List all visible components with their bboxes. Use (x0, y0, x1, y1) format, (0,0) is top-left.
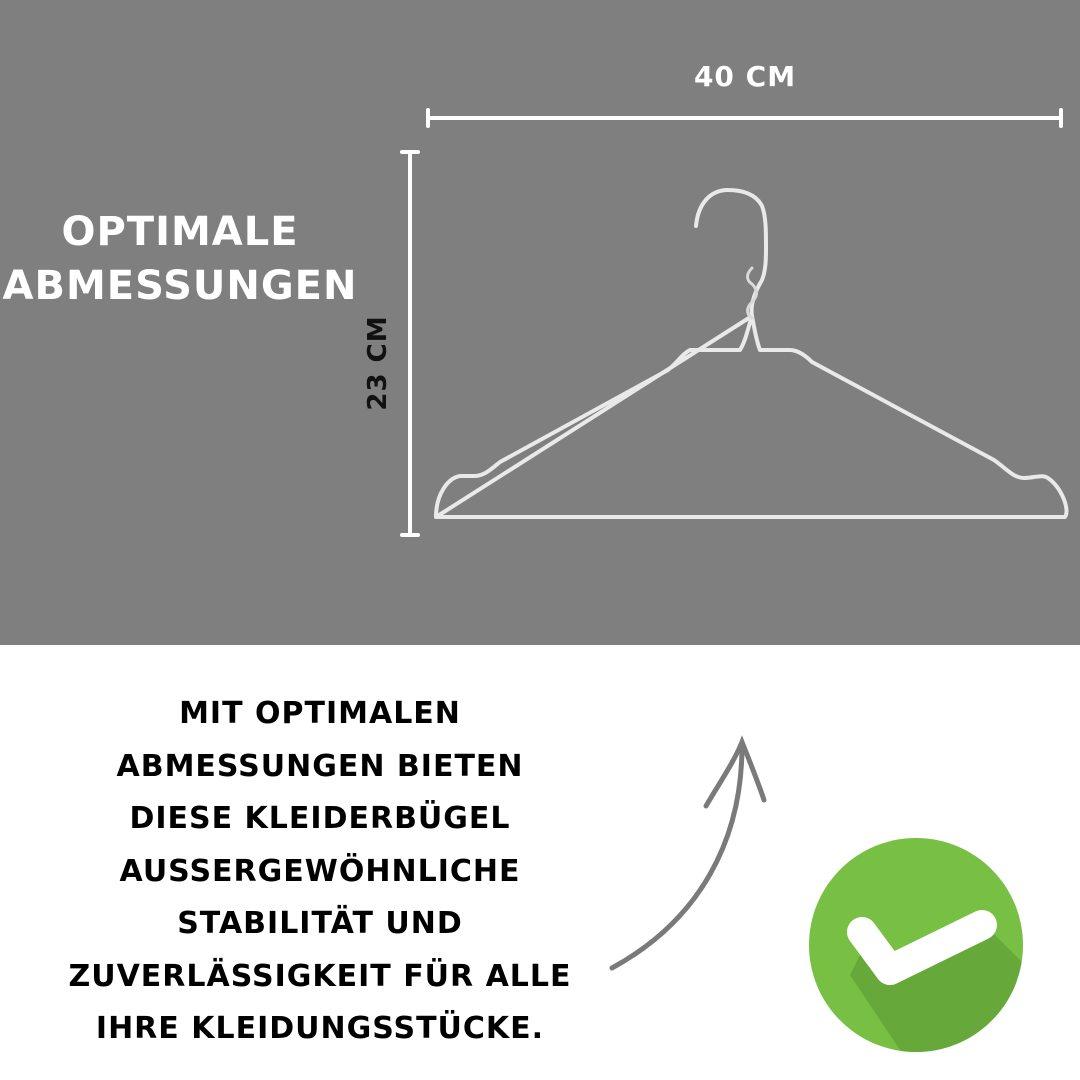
description-line: ABMESSUNGEN BIETEN (116, 748, 524, 784)
width-label: 40 CM (693, 60, 797, 93)
curved-arrow-icon (612, 742, 764, 968)
heading-line-1: OPTIMALE (61, 209, 299, 255)
check-circle-icon (809, 838, 1060, 1080)
description-line: DIESE KLEIDERBÜGEL (129, 801, 511, 836)
description-line: STABILITÄT UND (177, 906, 463, 941)
description-line: AUSSERGEWÖHNLICHE (119, 853, 521, 889)
description-line: ZUVERLÄSSIGKEIT FÜR ALLE (68, 958, 572, 994)
height-label: 23 CM (363, 315, 393, 411)
description-line: MIT OPTIMALEN (179, 696, 461, 731)
description-line: IHRE KLEIDUNGSSTÜCKE. (95, 1011, 545, 1046)
heading-line-2: ABMESSUNGEN (2, 263, 358, 309)
